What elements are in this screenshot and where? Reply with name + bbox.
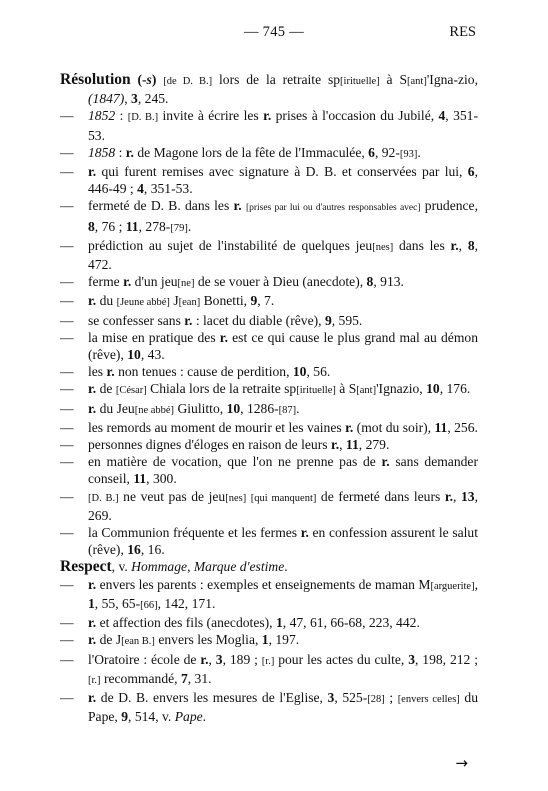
entry-dash: — [60, 651, 74, 667]
entry-dash: — [60, 293, 74, 309]
index-subentry: — l'Oratoire : école de r., 3, 189 ; [r.] pour les actes du culte, 3, 198, 212 ; [r.] recommandé, 7, 31. [60, 651, 478, 686]
entry-dash: — [60, 437, 74, 453]
entry-dash: — [60, 329, 74, 345]
index-subentry: — fermeté de D. B. dans les r. [prises par lui ou d'autres responsables avec] prudence, 8, 76 ; 11, 278-[79]. [60, 198, 478, 234]
entry-dash: — [60, 381, 74, 397]
index-subentry: — r. de [César] Chiala lors de la retraite sp[irituelle] à S[ant]'Ignazio, 10, 176. [60, 381, 471, 397]
entry-dash: — [60, 364, 74, 380]
index-subentry: — r. du [Jeune abbé] J[ean] Bonetti, 9, 7. [60, 293, 275, 309]
index-subentry: — la Communion fréquente et les fermes r. en confession assurent le salut (rêve), 16, 16. [60, 525, 478, 558]
entry-dash: — [60, 237, 74, 253]
index-subentry: — r. de J[ean B.] envers les Moglia, 1, 197. [60, 632, 300, 648]
index-subentry: — r. et affection des fils (anecdotes), 1, 47, 61, 66-68, 223, 442. [60, 615, 420, 631]
index-subentry: — ferme r. d'un jeu[ne] de se vouer à Dieu (anecdote), 8, 913. [60, 274, 404, 290]
index-headword-entry: Résolution (-s) [de D. B.] lors de la retraite sp[irituelle] à S[ant]'Igna-zio, (1847), 3, 245. [60, 71, 478, 107]
running-head: RES [449, 24, 476, 40]
index-subentry: — 1858 : r. de Magone lors de la fête de l'Immaculée, 6, 92-[93]. [60, 144, 421, 160]
index-subentry: — en matière de vocation, que l'on ne prenne pas de r. sans demander conseil, 11, 300. [60, 454, 478, 487]
page-number: — 745 — [243, 24, 305, 40]
entry-dash: — [60, 312, 74, 328]
index-subentry: — les r. non tenues : cause de perdition, 10, 56. [60, 364, 331, 380]
index-subentry: — la mise en pratique des r. est ce qui cause le plus grand mal au démon (rêve), 10, 43. [60, 329, 478, 363]
index-subentry: — r. qui furent remises avec signature à D. B. et conservées par lui, 6, 446-49 ; 4, 351-53. [60, 164, 478, 197]
index-subentry: — personnes dignes d'éloges en raison de leurs r., 11, 279. [60, 437, 390, 453]
entry-dash: — [60, 525, 74, 541]
index-subentry: — r. du Jeu[ne abbé] Giulitto, 10, 1286-[87]. [60, 400, 300, 416]
continue-arrow-icon: → [455, 754, 468, 772]
entry-dash: — [60, 198, 74, 214]
entry-dash: — [60, 576, 74, 592]
index-subentry: — [D. B.] ne veut pas de jeu[nes] [qui manquent] de fermeté dans leurs r., 13, 269. [60, 488, 478, 523]
index-subentry: — r. envers les parents : exemples et enseignements de maman M[arguerite], 1, 55, 65-[66], 142, 171. [60, 576, 478, 611]
entry-dash: — [60, 144, 74, 160]
entry-dash: — [60, 689, 74, 705]
index-entries [60, 71, 478, 725]
entry-dash: — [60, 164, 74, 180]
index-subentry: — prédiction au sujet de l'instabilité de quelques jeu[nes] dans les r., 8, 472. [60, 237, 479, 273]
entry-dash: — [60, 632, 74, 648]
entry-dash: — [60, 419, 74, 435]
entry-dash: — [60, 108, 74, 124]
entry-dash: — [60, 274, 74, 290]
index-subentry: — les remords au moment de mourir et les vaines r. (mot du soir), 11, 256. [60, 419, 478, 435]
index-subentry: — r. de D. B. envers les mesures de l'Eglise, 3, 525-[28] ; [envers celles] du Pape, 9, 514, v. Pape. [60, 689, 478, 725]
index-headword-entry: Respect, v. Hommage, Marque d'estime. [60, 558, 288, 576]
entry-dash: — [60, 400, 74, 416]
entry-dash: — [60, 488, 74, 504]
index-subentry: — se confesser sans r. : lacet du diable (rêve), 9, 595. [60, 312, 363, 328]
index-subentry: — 1852 : [D. B.] invite à écrire les r. prises à l'occasion du Jubilé, 4, 351-53. [60, 108, 478, 143]
entry-dash: — [60, 454, 74, 470]
entry-dash: — [60, 615, 74, 631]
